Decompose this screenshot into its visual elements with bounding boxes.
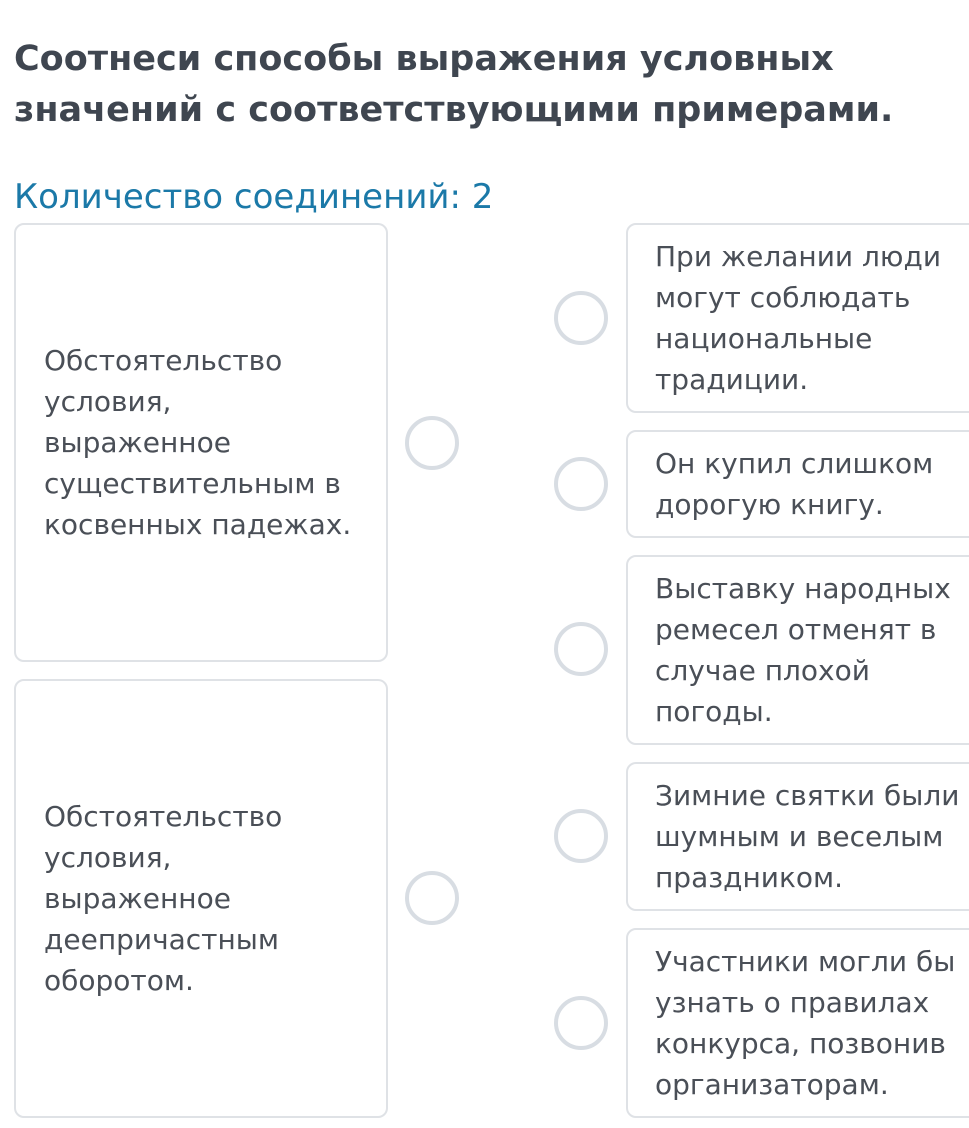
right-connector-circle[interactable] <box>554 457 608 511</box>
question-title: Соотнеси способы выражения условных значений с соответствующими примерами. <box>14 39 894 130</box>
right-option-card[interactable] <box>626 223 969 413</box>
right-option-text: Выставку народных ремесел отменят в случае плохой погоды. <box>655 572 951 728</box>
left-option-text: Обстоятельство условия, выраженное деепричастным оборотом. <box>44 800 283 997</box>
right-option-card[interactable] <box>626 928 969 1118</box>
connections-count: Количество соединений: 2 <box>14 177 494 217</box>
left-option-text: Обстоятельство условия, выраженное существительным в косвенных падежах. <box>44 344 352 541</box>
right-option-text: При желании люди могут соблюдать национальные традиции. <box>655 240 942 396</box>
right-connector-circle[interactable] <box>554 622 608 676</box>
left-option-card[interactable] <box>14 679 388 1118</box>
right-option-card[interactable] <box>626 555 969 745</box>
right-connector-circle[interactable] <box>554 996 608 1050</box>
right-option-text: Он купил слишком дорогую книгу. <box>655 447 934 521</box>
right-option-text: Зимние святки были шумным и веселым праздником. <box>655 779 960 894</box>
right-option-card[interactable] <box>626 430 969 538</box>
right-option-text: Участники могли бы узнать о правилах конкурса, позвонив организаторам. <box>655 945 956 1101</box>
right-connector-circle[interactable] <box>554 291 608 345</box>
left-option-card[interactable] <box>14 223 388 662</box>
left-connector-circle[interactable] <box>405 416 459 470</box>
right-option-card[interactable] <box>626 762 969 911</box>
left-connector-circle[interactable] <box>405 871 459 925</box>
right-connector-circle[interactable] <box>554 809 608 863</box>
